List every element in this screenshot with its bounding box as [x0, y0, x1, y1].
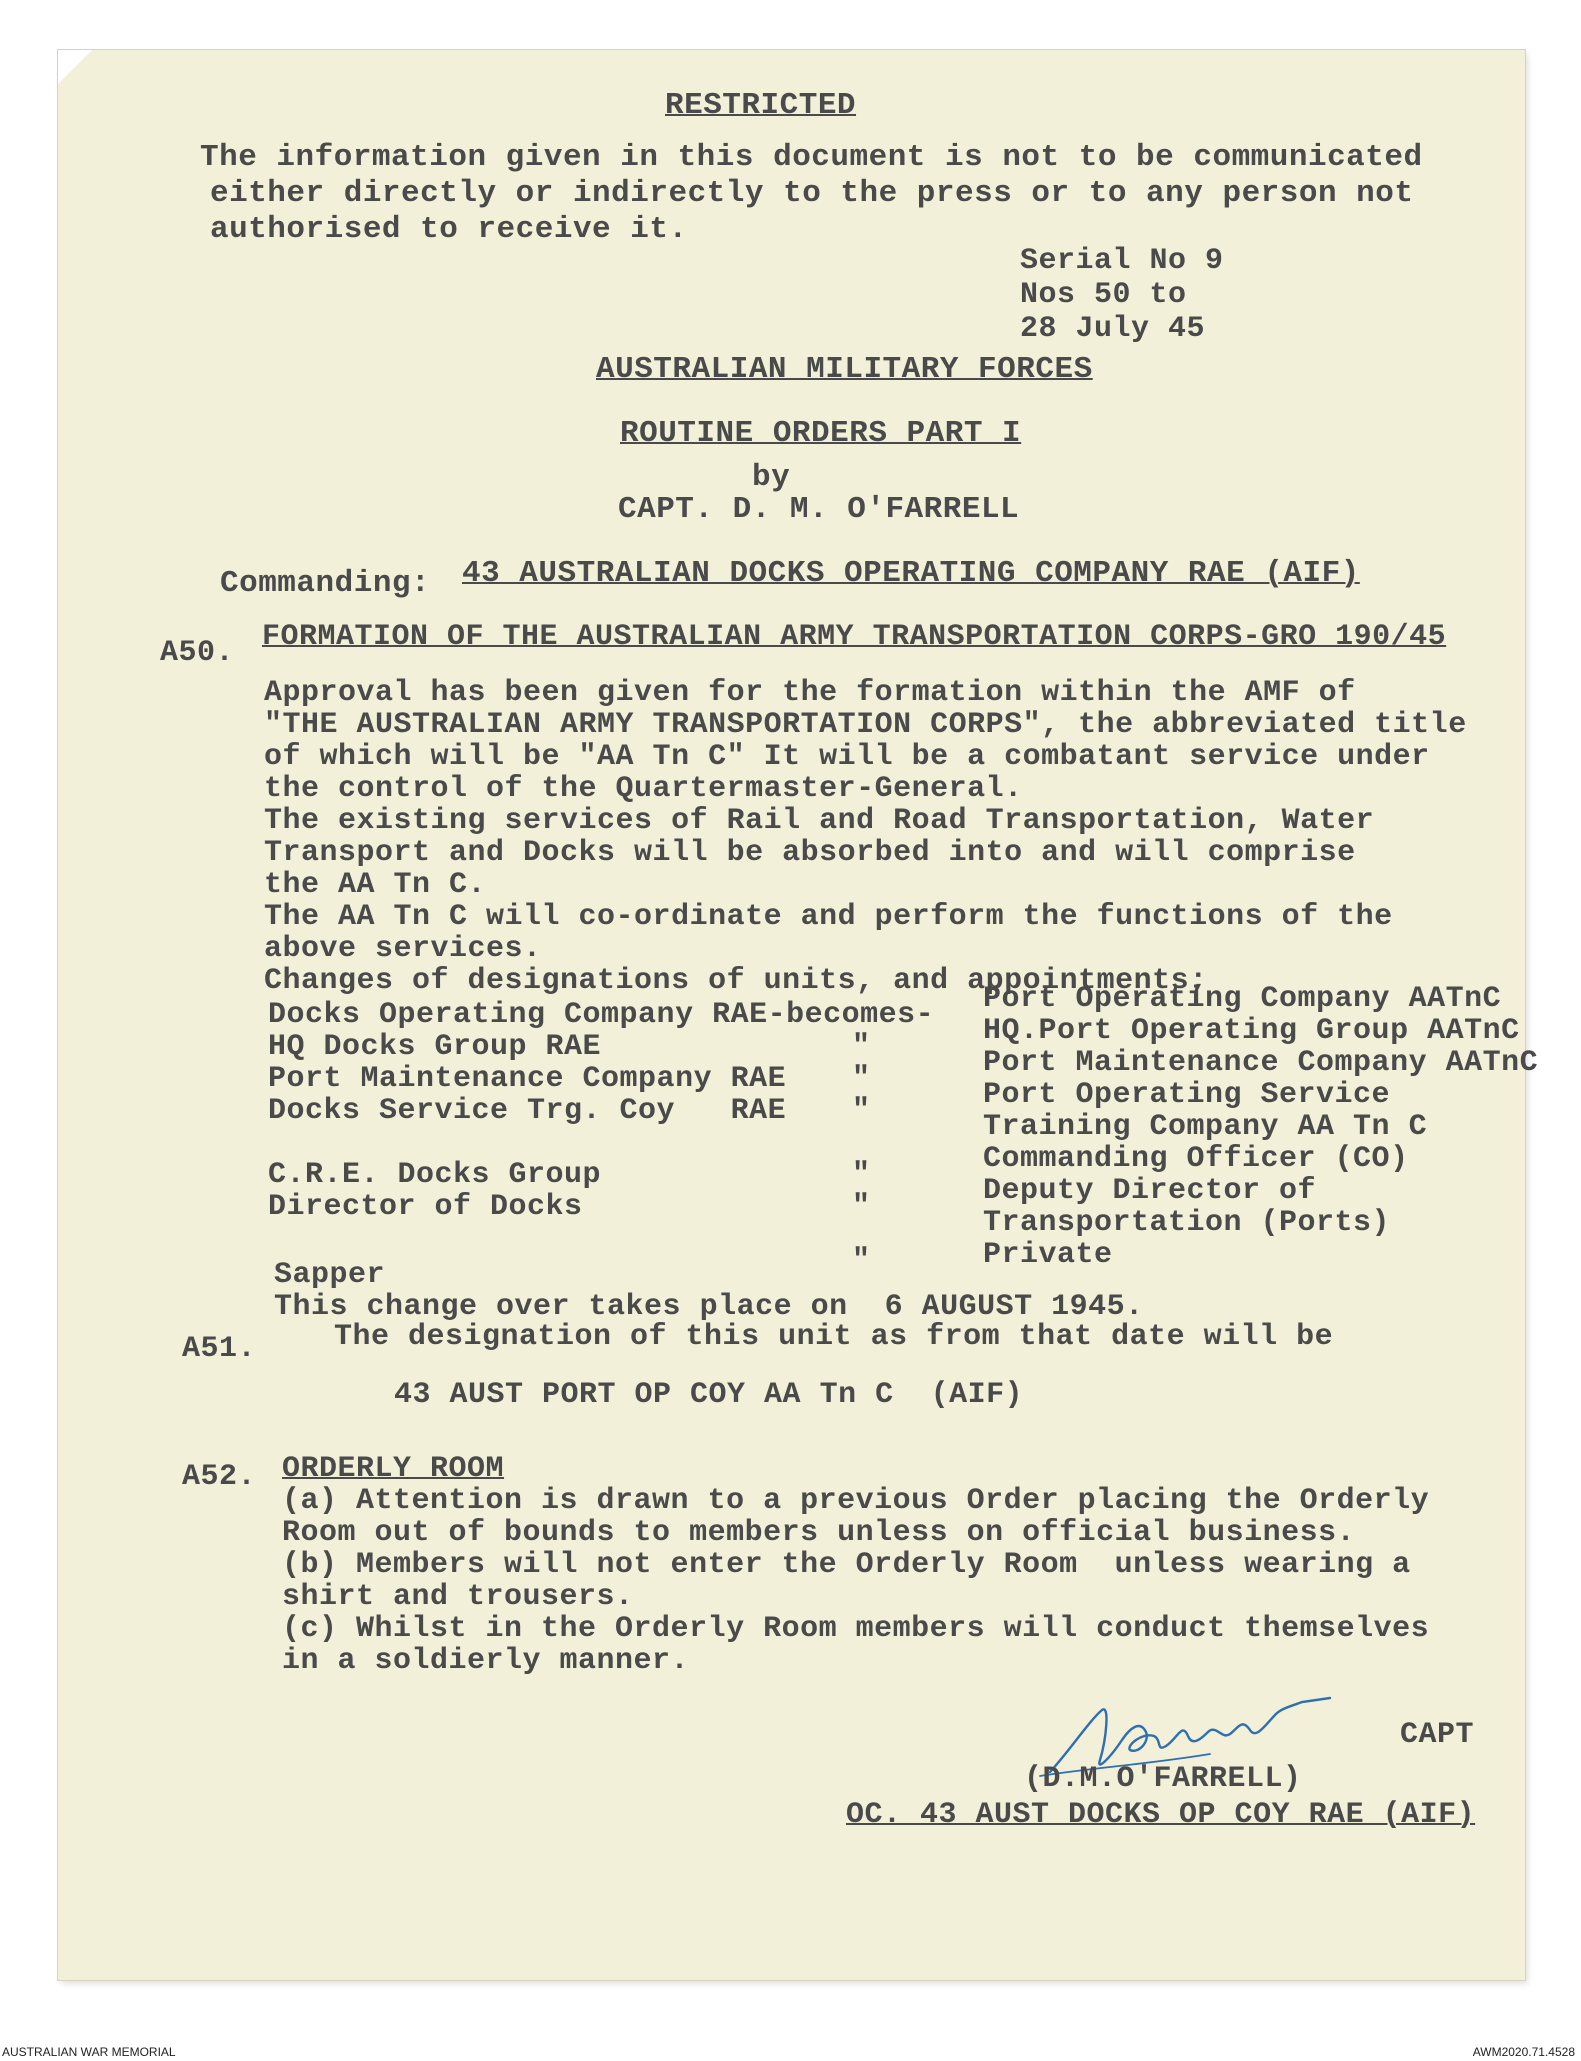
change-new: Deputy Director of [983, 1174, 1317, 1208]
notice-line-3: authorised to receive it. [210, 212, 688, 247]
footer-accession: AWM2020.71.4528 [1472, 2045, 1575, 2059]
change-old: Docks Service Trg. Coy RAE [268, 1094, 787, 1128]
a50-body-line: Approval has been given for the formation within the AMF of [264, 676, 1356, 710]
ditto-mark: " [852, 1244, 871, 1278]
a52-body-line: Room out of bounds to members unless on official business. [282, 1516, 1356, 1550]
change-new: HQ.Port Operating Group AATnC [983, 1014, 1520, 1048]
change-new: Port Maintenance Company AATnC [983, 1046, 1539, 1080]
a52-heading: ORDERLY ROOM [282, 1452, 505, 1486]
a52-body-line: shirt and trousers. [282, 1580, 634, 1614]
change-old: HQ Docks Group RAE [268, 1030, 602, 1064]
a50-body-line: The AA Tn C will co-ordinate and perform the functions of the [264, 900, 1393, 934]
change-old: C.R.E. Docks Group [268, 1158, 602, 1192]
signature-name: (D.M.O'FARRELL) [1024, 1762, 1302, 1796]
change-old: Port Maintenance Company RAE [268, 1062, 787, 1096]
ditto-mark: " [852, 1062, 871, 1096]
serial-line-1: Serial No 9 [1020, 244, 1224, 278]
change-new: Training Company AA Tn C [983, 1110, 1428, 1144]
a51-designation: 43 AUST PORT OP COY AA Tn C (AIF) [394, 1378, 1024, 1412]
a50-body-line: of which will be "AA Tn C" It will be a combatant service under [264, 740, 1430, 774]
a50-body-line: Changes of designations of units, and appointments; [264, 964, 1208, 998]
a50-body-line: above services. [264, 932, 542, 966]
orders-title: ROUTINE ORDERS PART I [620, 416, 1022, 451]
a50-body-line: the control of the Quartermaster-General. [264, 772, 1023, 806]
a52-body-line: in a soldierly manner. [282, 1644, 690, 1678]
change-new: Port Operating Company AATnC [983, 982, 1502, 1016]
a50-heading: FORMATION OF THE AUSTRALIAN ARMY TRANSPORTATION CORPS-GRO 190/45 [262, 620, 1447, 654]
a50-body-line: Transport and Docks will be absorbed into and will comprise [264, 836, 1356, 870]
a52-number: A52. [182, 1460, 257, 1494]
a50-number: A50. [160, 636, 235, 670]
classification-heading: RESTRICTED [665, 88, 857, 123]
a52-body-line: (b) Members will not enter the Orderly Room unless wearing a [282, 1548, 1411, 1582]
a50-body-line: The existing services of Rail and Road Transportation, Water [264, 804, 1375, 838]
ditto-mark: " [852, 1094, 871, 1128]
forces-title: AUSTRALIAN MILITARY FORCES [596, 352, 1093, 387]
officer-name: CAPT. D. M. O'FARRELL [618, 492, 1020, 527]
a52-body-line: (a) Attention is drawn to a previous Order placing the Orderly [282, 1484, 1430, 1518]
change-new: Port Operating Service [983, 1078, 1391, 1112]
changeover-date: This change over takes place on 6 AUGUST 1945. [274, 1290, 1144, 1324]
signature-rank: CAPT [1400, 1718, 1475, 1752]
ditto-mark: " [852, 1158, 871, 1192]
a50-body-line: "THE AUSTRALIAN ARMY TRANSPORTATION CORPS", the abbreviated title [264, 708, 1467, 742]
a51-text: The designation of this unit as from that date will be [334, 1320, 1334, 1354]
page-corner-fold [58, 50, 92, 84]
serial-line-3: 28 July 45 [1020, 312, 1206, 346]
change-old: Director of Docks [268, 1190, 583, 1224]
a52-body-line: (c) Whilst in the Orderly Room members will conduct themselves [282, 1612, 1430, 1646]
change-old: Docks Operating Company RAE-becomes- [268, 998, 935, 1032]
a50-body-line: the AA Tn C. [264, 868, 487, 902]
change-new: Private [983, 1238, 1113, 1272]
by-line: by [752, 460, 791, 495]
unit-name: 43 AUSTRALIAN DOCKS OPERATING COMPANY RAE (AIF) [462, 556, 1360, 591]
ditto-mark: " [852, 1030, 871, 1064]
signature-position: OC. 43 AUST DOCKS OP COY RAE (AIF) [846, 1798, 1476, 1832]
notice-line-1: The information given in this document is not to be communicated [200, 140, 1423, 175]
serial-line-2: Nos 50 to [1020, 278, 1187, 312]
a51-number: A51. [182, 1332, 257, 1366]
commanding-label: Commanding: [220, 566, 431, 601]
change-new: Commanding Officer (CO) [983, 1142, 1409, 1176]
ditto-mark: " [852, 1190, 871, 1224]
change-new: Transportation (Ports) [983, 1206, 1391, 1240]
notice-line-2: either directly or indirectly to the press or to any person not [210, 176, 1414, 211]
change-old: Sapper [274, 1258, 386, 1292]
footer-source: AUSTRALIAN WAR MEMORIAL [2, 2045, 176, 2059]
